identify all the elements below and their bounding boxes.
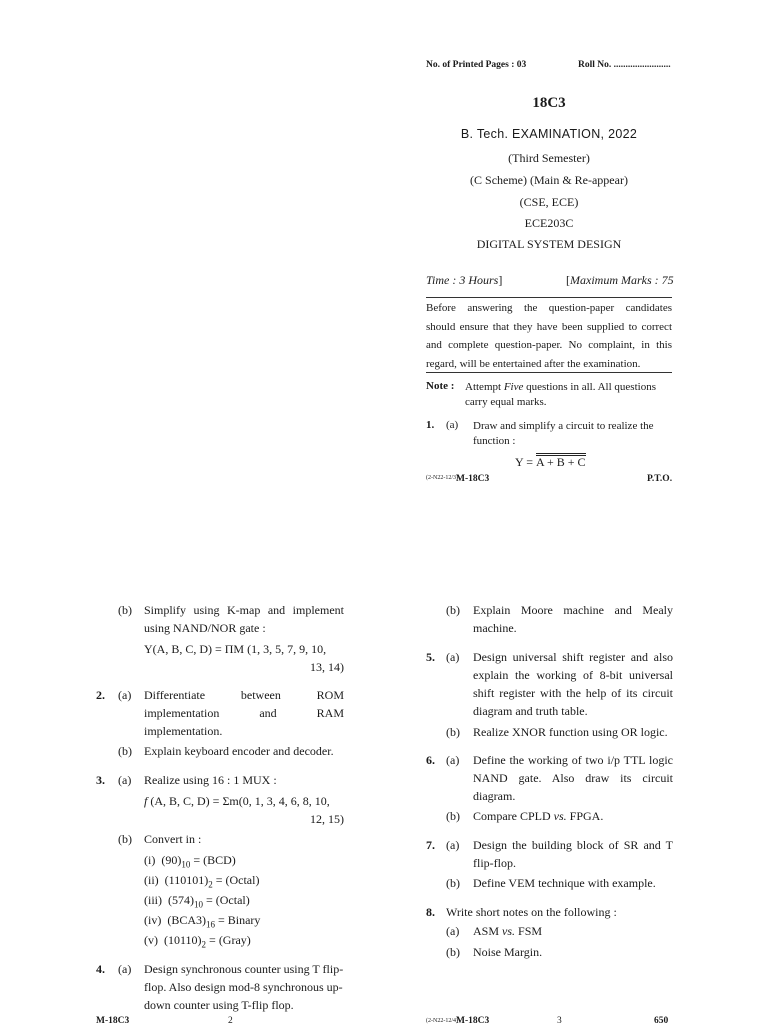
q8a-label: (a) <box>446 924 460 938</box>
q7b-label: (b) <box>446 876 460 890</box>
paper-code: 18C3 <box>532 95 566 111</box>
q5b-text: Realize XNOR function using OR logic. <box>473 725 668 739</box>
semester: (Third Semester) <box>508 151 590 165</box>
q8-number: 8. <box>426 905 435 919</box>
q5b-label: (b) <box>446 725 460 739</box>
conversion-list <box>144 851 260 951</box>
q3a-text: Realize using 16 : 1 MUX : f (A, B, C, D) = Σm(0, 1, 3, 4, 6, 8, 10, 12, 15) <box>144 773 344 826</box>
q6a-text: Define the working of two i/p TTL logic NAND gate. Also draw its circuit diagram. <box>473 753 673 803</box>
conversion-item: (ii) $(110101)_2$ = (Octal) <box>144 873 260 890</box>
q4-number: 4. <box>96 962 105 976</box>
q3b-text: Convert in : <box>144 832 202 846</box>
q1a-label: (a) <box>446 419 459 431</box>
maximum-marks: [Maximum Marks : 75 <box>566 273 674 287</box>
q1a-text: Draw and simplify a circuit to realize the function : <box>473 420 654 447</box>
divider-top <box>426 297 672 298</box>
q7b-text: Define VEM technique with example. <box>473 876 656 890</box>
scheme: (C Scheme) (Main & Re-appear) <box>470 173 628 187</box>
q1b-text: Simplify using K-map and implement using NAND/NOR gate : Y(A, B, C, D) = ΠM (1, 3, 5, 7, 9, 10, 13, 14) <box>144 603 344 674</box>
page2-footer-page: 2 <box>228 1016 233 1026</box>
q8b-text: Noise Margin. <box>473 945 543 959</box>
q4a-label: (a) <box>118 962 132 976</box>
q6b-label: (b) <box>446 809 460 823</box>
note-label: Note : <box>426 380 455 392</box>
page2-footer-code: M-18C3 <box>96 1016 130 1026</box>
q5-number: 5. <box>426 650 435 664</box>
printed-pages: No. of Printed Pages : 03 <box>426 60 527 70</box>
q8b-label: (b) <box>446 945 460 959</box>
q6b-text: Compare CPLD vs. FPGA. <box>473 809 604 823</box>
q4b-label: (b) <box>446 603 460 617</box>
q7-number: 7. <box>426 838 435 852</box>
conversion-item: (v) $(10110)_2$ = (Gray) <box>144 933 251 950</box>
branches: (CSE, ECE) <box>519 195 579 209</box>
q2b-label: (b) <box>118 744 132 758</box>
conversion-item: (iii) $(574)_{10}$ = (Octal) <box>144 893 250 910</box>
subject-title: DIGITAL SYSTEM DESIGN <box>476 237 622 251</box>
q2a-label: (a) <box>118 688 132 702</box>
conversion-item: (i) $(90)_{10} = (BCD)$ <box>144 853 236 870</box>
q7a-label: (a) <box>446 838 460 852</box>
q2a-text: Differentiate between ROM implementation and RAM implementation. <box>144 688 344 738</box>
q6a-label: (a) <box>446 753 460 767</box>
conversion-item: (iv) $(BCA3)_{16}$ = Binary <box>144 913 261 930</box>
q1a-formula: Y = A + B + C <box>515 455 586 469</box>
note-text: Attempt Five questions in all. All questions carry equal marks. <box>465 381 656 408</box>
q4b-text: Explain Moore machine and Mealy machine. <box>473 603 673 635</box>
q6-number: 6. <box>426 753 435 767</box>
page1-footer-code: M-18C3 <box>456 474 490 484</box>
q3b-label: (b) <box>118 832 132 846</box>
q3a-label: (a) <box>118 773 132 787</box>
divider-bottom <box>426 372 672 373</box>
roll-no: Roll No. ........................ <box>578 60 671 70</box>
exam-title: B. Tech. EXAMINATION, 2022 <box>460 127 638 141</box>
page1-footer-small: (2-N22-12/3) <box>426 475 458 481</box>
q8-text: Write short notes on the following : <box>446 905 617 919</box>
q1-number: 1. <box>426 419 435 431</box>
page1-footer-pto: P.T.O. <box>647 474 673 484</box>
q5a-label: (a) <box>446 650 460 664</box>
q2b-text: Explain keyboard encoder and decoder. <box>144 744 334 758</box>
q5a-text: Design universal shift register and also explain the working of 8-bit universal shift register with the help of its circuit diagram and truth table. <box>473 650 673 718</box>
page3-footer-page: 3 <box>557 1016 562 1026</box>
q8a-text: ASM vs. FSM <box>473 924 543 938</box>
course-code: ECE203C <box>524 216 574 230</box>
q1b-label: (b) <box>118 603 132 617</box>
q2-number: 2. <box>96 688 105 702</box>
page3-footer-code: M-18C3 <box>456 1016 490 1026</box>
q3-number: 3. <box>96 773 105 787</box>
q4a-text: Design synchronous counter using T flip- flop. Also design mod-8 synchronous up- down counter using T-flip flop. <box>144 962 344 1012</box>
instructions: Before answering the question-paper candidates should ensure that they have been supplied to correct and complete question-paper. No complaint, in this regard, will be entertained after the examination. <box>426 302 672 370</box>
time-allowed: Time : 3 Hours] <box>426 273 503 287</box>
page3-footer-count: 650 <box>654 1016 669 1026</box>
q7a-text: Design the building block of SR and T flip-flop. <box>473 838 673 870</box>
page3-footer-small: (2-N22-12/4) <box>426 1018 458 1024</box>
